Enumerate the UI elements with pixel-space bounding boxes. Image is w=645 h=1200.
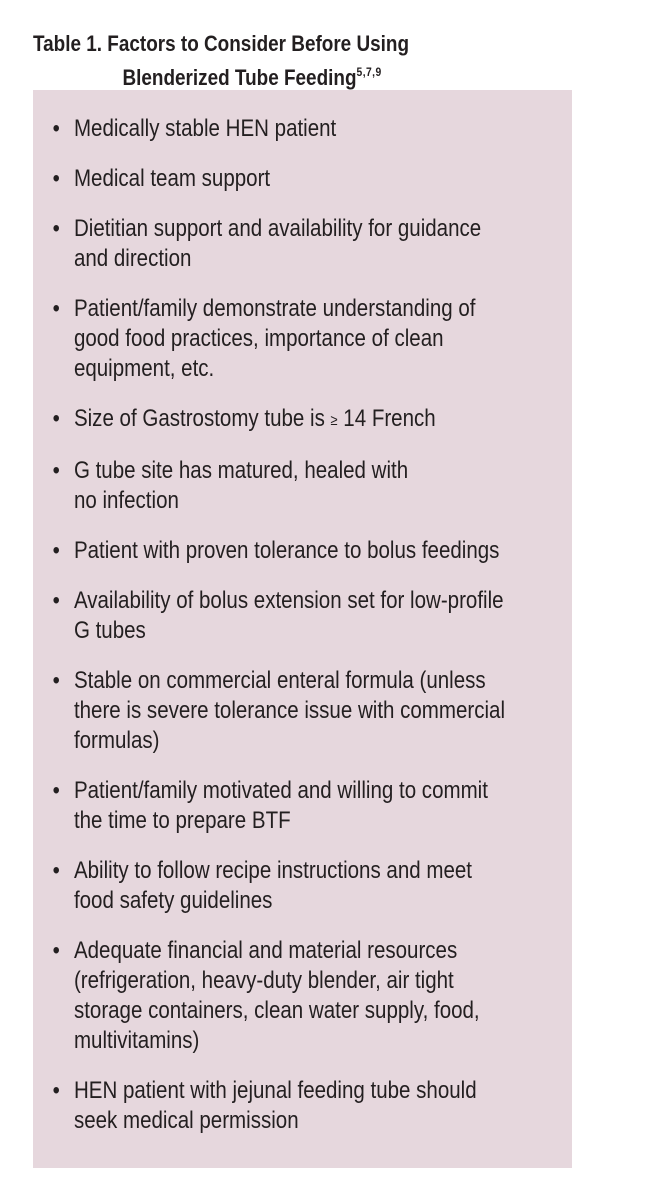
factor-item-jejunal-tube	[50, 1076, 563, 1136]
factor-text: Patient with proven tolerance to bolus feedings	[73, 537, 500, 564]
bullet-icon: •	[52, 115, 60, 142]
factor-text: Patient/family motivated and willing to commit	[73, 777, 488, 804]
table-title	[33, 30, 515, 92]
factor-text: multivitamins)	[73, 1027, 200, 1054]
factor-text: seek medical permission	[73, 1107, 299, 1134]
bullet-icon: •	[52, 457, 60, 484]
factor-text: equipment, etc.	[73, 355, 215, 382]
factor-text: (refrigeration, heavy-duty blender, air tight	[73, 967, 454, 994]
bullet-icon: •	[52, 777, 60, 804]
bullet-icon: •	[52, 667, 60, 694]
bullet-icon: •	[52, 405, 60, 432]
factor-item-medically-stable	[50, 114, 563, 144]
factor-item-recipe-instructions	[50, 856, 563, 916]
table-title-line-2	[33, 58, 515, 92]
factor-text: Medically stable HEN patient	[73, 115, 337, 142]
factor-text: Stable on commercial enteral formula (unless	[73, 667, 486, 694]
factor-text: the time to prepare BTF	[73, 807, 291, 834]
factor-text: and direction	[73, 245, 192, 272]
factor-text: HEN patient with jejunal feeding tube should	[73, 1077, 477, 1104]
bullet-icon: •	[52, 937, 60, 964]
factor-text	[74, 404, 563, 436]
factor-text: Patient/family demonstrate understanding of	[73, 295, 476, 322]
bullet-icon: •	[52, 165, 60, 192]
factor-text: storage containers, clean water supply, food,	[73, 997, 480, 1024]
factor-item-medical-team	[50, 164, 563, 194]
table-title-line-1: Table 1. Factors to Consider Before Using	[33, 31, 410, 56]
factor-text: Availability of bolus extension set for low-profile	[73, 587, 504, 614]
factor-text: no infection	[73, 487, 179, 514]
factor-text: formulas)	[73, 727, 160, 754]
reference-superscript: 5,7,9	[356, 65, 382, 79]
factor-item-extension-set	[50, 586, 563, 646]
table-title-line-2-text: Blenderized Tube Feeding	[122, 65, 357, 90]
factors-list	[50, 114, 563, 1156]
factor-item-commercial-formula	[50, 666, 563, 756]
factor-text: good food practices, importance of clean	[73, 325, 444, 352]
factor-item-bolus-tolerance	[50, 536, 563, 566]
factor-text: Ability to follow recipe instructions and meet	[73, 857, 472, 884]
factor-text: G tubes	[73, 617, 146, 644]
bullet-icon: •	[52, 295, 60, 322]
factor-text: Adequate financial and material resources	[73, 937, 458, 964]
factors-panel	[33, 90, 572, 1168]
factor-item-motivation	[50, 776, 563, 836]
bullet-icon: •	[52, 857, 60, 884]
greater-equal-symbol: ≥	[330, 412, 338, 429]
factor-text: G tube site has matured, healed with	[73, 457, 409, 484]
factor-text: Dietitian support and availability for guidance	[73, 215, 482, 242]
bullet-icon: •	[52, 537, 60, 564]
factor-item-resources	[50, 936, 563, 1056]
factor-text: Medical team support	[73, 165, 271, 192]
bullet-icon: •	[52, 215, 60, 242]
factor-text-post: 14 French	[337, 405, 436, 432]
factor-item-family-understanding	[50, 294, 563, 384]
factor-text: there is severe tolerance issue with commercial	[73, 697, 506, 724]
bullet-icon: •	[52, 587, 60, 614]
factor-text: food safety guidelines	[73, 887, 273, 914]
factor-text-pre: Size of Gastrostomy tube is	[73, 405, 331, 432]
factor-item-dietitian-support	[50, 214, 563, 274]
bullet-icon: •	[52, 1077, 60, 1104]
factor-item-tube-size	[50, 404, 563, 436]
factor-item-tube-site	[50, 456, 563, 516]
